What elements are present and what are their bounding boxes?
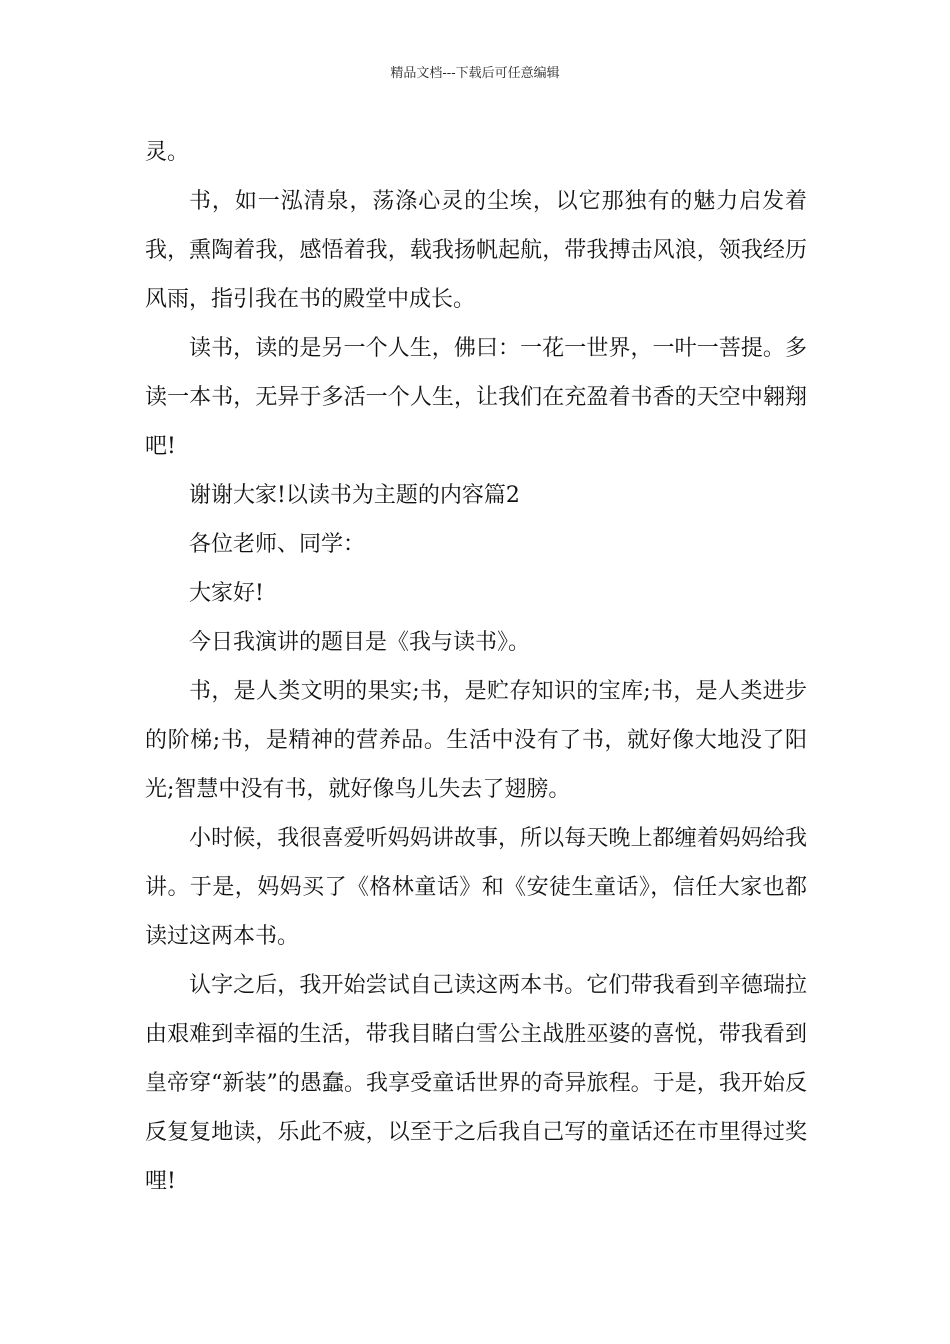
page-header: 精品文档---下载后可任意编辑 — [390, 66, 560, 81]
paragraph-reading-life: 读书，读的是另一个人生，佛曰：一花一世界，一叶一菩提。多读一本书，无异于多活一个人生，让我们在充盈着书香的天空中翱翔吧! — [145, 336, 807, 459]
paragraph-salutation: 各位老师、同学： — [189, 532, 366, 557]
paragraph-childhood: 小时候，我很喜爱听妈妈讲故事，所以每天晚上都缠着妈妈给我讲。于是，妈妈买了《格林童话》和《安徒生童话》，信任大家也都读过这两本书。 — [145, 826, 807, 949]
paragraph-speech-title: 今日我演讲的题目是《我与读书》。 — [189, 630, 531, 655]
paragraph-continuation: 灵。 — [145, 140, 190, 165]
paragraph-thanks-heading: 谢谢大家!以读书为主题的内容篇2 — [189, 483, 520, 508]
paragraph-fairy-tales: 认字之后，我开始尝试自己读这两本书。它们带我看到辛德瑞拉由艰难到幸福的生活，带我目睹白雪公主战胜巫婆的喜悦，带我看到皇帝穿“新装”的愚蠢。我享受童话世界的奇异旅程。于是，我开始反反复复地读，乐此不疲，以至于之后我自己写的童话还在市里得过奖哩! — [145, 973, 807, 1194]
document-body — [145, 128, 807, 1206]
paragraph-book-spring: 书，如一泓清泉，荡涤心灵的尘埃，以它那独有的魅力启发着我，熏陶着我，感悟着我，载我扬帆起航，带我搏击风浪，领我经历风雨，指引我在书的殿堂中成长。 — [145, 189, 807, 312]
paragraph-book-definition: 书，是人类文明的果实;书，是贮存知识的宝库;书，是人类进步的阶梯;书，是精神的营养品。生活中没有了书，就好像大地没了阳光;智慧中没有书，就好像鸟儿失去了翅膀。 — [145, 679, 807, 802]
paragraph-greeting: 大家好! — [189, 581, 264, 606]
